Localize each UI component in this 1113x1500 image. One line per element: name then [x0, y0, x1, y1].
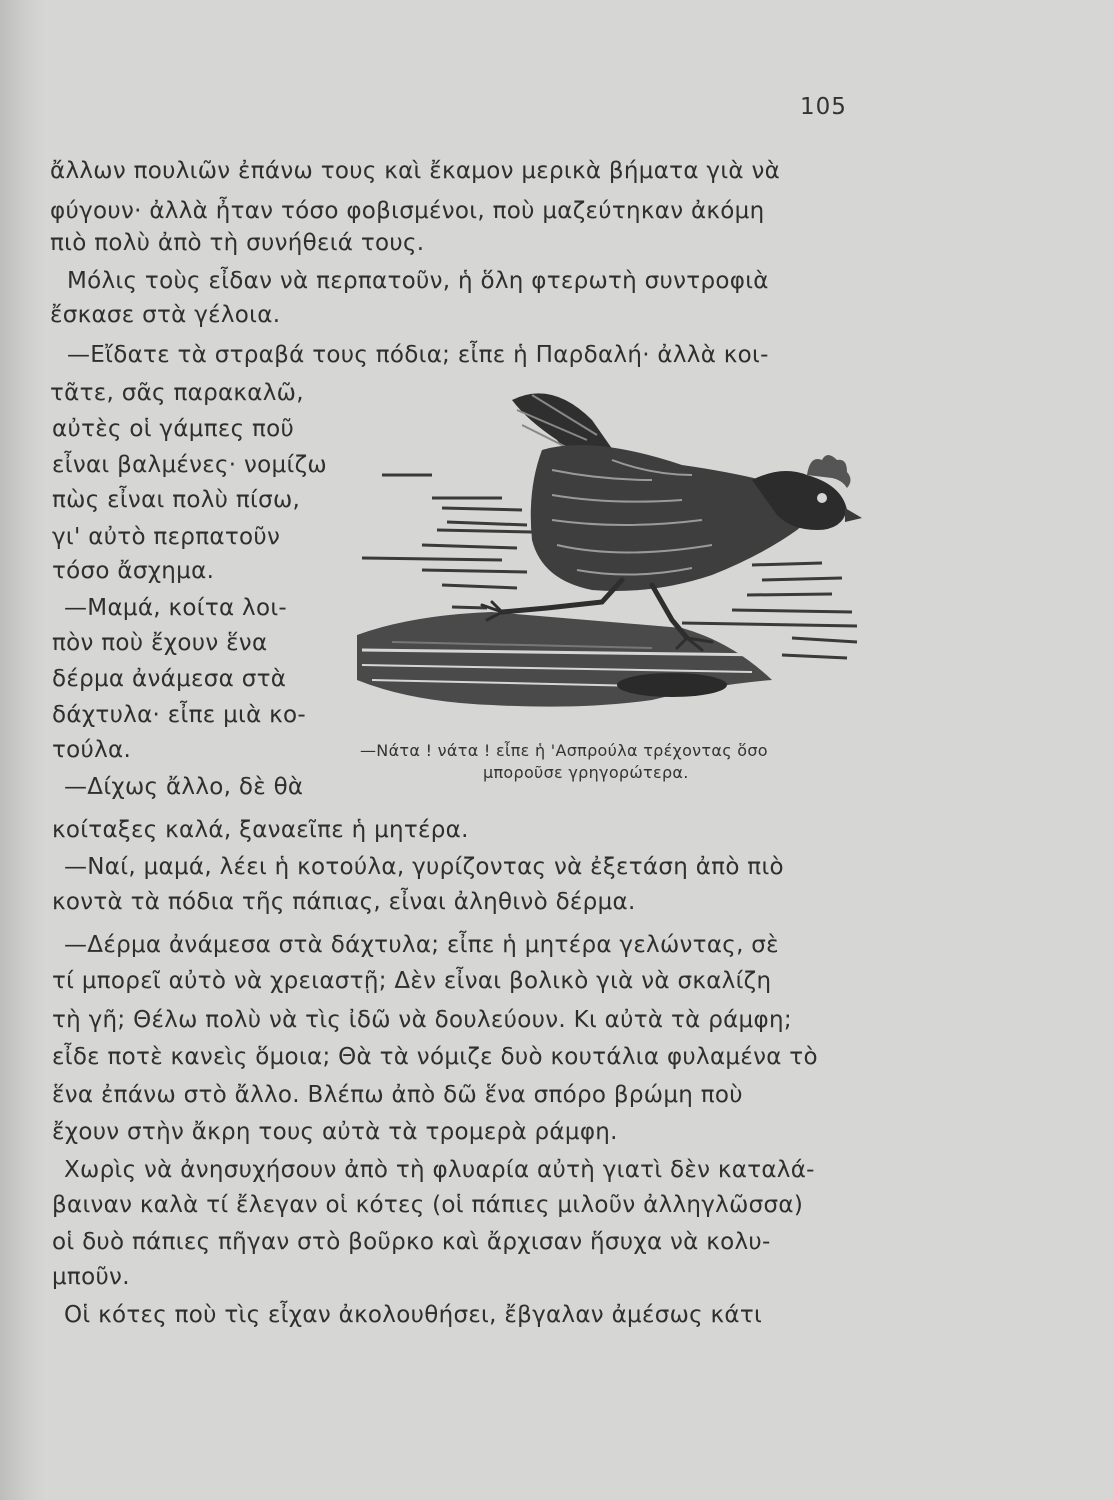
text-line: εἶδε ποτὲ κανεὶς ὅμοια; Θὰ τὰ νόμιζε δυὸ κουτάλια φυλαμένα τὸ	[52, 1044, 818, 1070]
text-line: τί μπορεῖ αὐτὸ νὰ χρειαστῇ; Δὲν εἶναι βολικὸ γιὰ νὰ σκαλίζη	[52, 968, 772, 994]
text-line: βαιναν καλὰ τί ἔλεγαν οἱ κότες (οἱ πάπιες μιλοῦν ἀλληγλῶσσα)	[52, 1192, 804, 1218]
text-line: ἔσκασε στὰ γέλοια.	[50, 302, 281, 328]
text-line: —Ναί, μαμά, λέει ἡ κοτούλα, γυρίζοντας νὰ ἐξετάση ἀπὸ πιὸ	[64, 854, 784, 880]
text-line: κοίταξες καλά, ξαναεῖπε ἡ μητέρα.	[52, 817, 469, 843]
text-line: κοντὰ τὰ πόδια τῆς πάπιας, εἶναι ἀληθινὸ δέρμα.	[52, 889, 636, 915]
text-line: δάχτυλα· εἶπε μιὰ κο-	[52, 702, 306, 728]
hen-illustration	[352, 380, 872, 725]
page-number: 105	[800, 94, 847, 120]
hen-illustration-svg	[352, 380, 872, 725]
text-line: —Εἴδατε τὰ στραβά τους πόδια; εἶπε ἡ Παρδαλή· ἀλλὰ κοι-	[67, 342, 769, 368]
text-line: τὴ γῆ; Θέλω πολὺ νὰ τὶς ἰδῶ νὰ δουλεύουν. Κι αὐτὰ τὰ ράμφη;	[52, 1007, 792, 1033]
text-line: ἄλλων πουλιῶν ἐπάνω τους καὶ ἔκαμον μερικὰ βήματα γιὰ νὰ	[50, 158, 781, 184]
figure-caption-line-1: —Νάτα ! νάτα ! εἶπε ἡ 'Ασπρούλα τρέχοντας ὅσο	[360, 741, 768, 760]
text-line: ἔχουν στὴν ἄκρη τους αὐτὰ τὰ τρομερὰ ράμφη.	[52, 1119, 618, 1145]
text-line: φύγουν· ἀλλὰ ἦταν τόσο φοβισμένοι, ποὺ μαζεύτηκαν ἀκόμη	[50, 198, 765, 224]
text-line: Μόλις τοὺς εἶδαν νὰ περπατοῦν, ἡ ὅλη φτερωτὴ συντροφιὰ	[67, 268, 769, 294]
text-line: τόσο ἄσχημα.	[52, 558, 215, 584]
text-line: ἕνα ἐπάνω στὸ ἄλλο. Βλέπω ἀπὸ δῶ ἕνα σπόρο βρώμη ποὺ	[52, 1082, 743, 1108]
figure-caption-line-2: μποροῦσε γρηγορώτερα.	[483, 763, 689, 782]
text-line: τᾶτε, σᾶς παρακαλῶ,	[50, 380, 304, 406]
text-line: πιὸ πολὺ ἀπὸ τὴ συνήθειά τους.	[50, 230, 425, 256]
text-line: εἶναι βαλμένες· νομίζω	[52, 452, 327, 478]
text-line: Χωρὶς νὰ ἀνησυχήσουν ἀπὸ τὴ φλυαρία αὐτὴ γιατὶ δὲν καταλά-	[64, 1157, 815, 1183]
text-line: πὼς εἶναι πολὺ πίσω,	[52, 487, 301, 513]
text-line: Οἱ κότες ποὺ τὶς εἶχαν ἀκολουθήσει, ἔβγαλαν ἀμέσως κάτι	[64, 1302, 763, 1328]
text-line: —Μαμά, κοίτα λοι-	[64, 595, 288, 621]
text-line: —Δίχως ἄλλο, δὲ θὰ	[64, 774, 304, 800]
text-line: τούλα.	[52, 737, 132, 763]
binding-edge	[0, 0, 46, 1500]
text-line: —Δέρμα ἀνάμεσα στὰ δάχτυλα; εἶπε ἡ μητέρα γελώντας, σὲ	[64, 932, 779, 958]
text-line: γι' αὐτὸ περπατοῦν	[52, 524, 281, 550]
text-line: οἱ δυὸ πάπιες πῆγαν στὸ βοῦρκο καὶ ἄρχισαν ἥσυχα νὰ κολυ-	[52, 1229, 771, 1255]
text-line: πὸν ποὺ ἔχουν ἕνα	[52, 630, 268, 656]
text-line: μποῦν.	[52, 1264, 130, 1290]
text-line: δέρμα ἀνάμεσα στὰ	[52, 666, 287, 692]
text-line: αὐτὲς οἱ γάμπες ποῦ	[52, 416, 295, 442]
